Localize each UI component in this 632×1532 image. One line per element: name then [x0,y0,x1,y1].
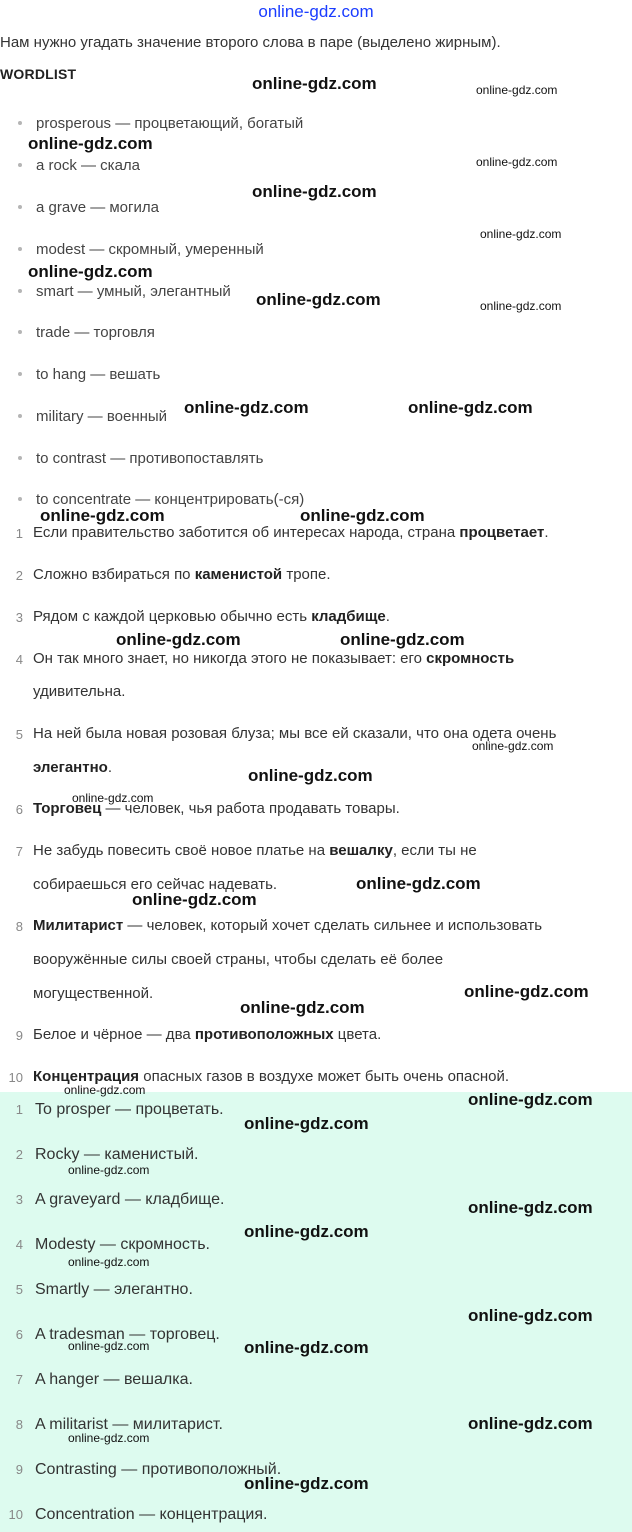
answer-text: Smartly — элегантно. [35,1281,193,1298]
watermark: online-gdz.com [244,1114,369,1133]
wordlist-item-text: to concentrate — концентрировать(-ся) [36,491,305,508]
watermark: online-gdz.com [72,791,154,805]
wordlist-item-text: modest — скромный, умеренный [36,241,264,258]
site-title[interactable]: online-gdz.com [258,2,374,21]
sentence-text [33,985,153,1002]
watermark: online-gdz.com [252,74,377,93]
watermark: online-gdz.com [64,1083,146,1097]
watermark: online-gdz.com [300,506,425,525]
sentence-number: 10 [8,1070,23,1085]
sentence-fragment: — человек, чья работа продавать товары. [101,800,400,817]
sentence-fragment: . [544,524,549,541]
bullet-icon [18,121,22,125]
highlighted-word: Торговец [33,800,102,817]
wordlist-item [18,283,231,300]
answer-number: 5 [15,1282,23,1297]
wordlist-item-text: to contrast — противопоставлять [36,450,264,467]
watermark: online-gdz.com [244,1222,369,1241]
sentence-text [33,759,112,776]
watermark: online-gdz.com [28,134,153,153]
highlighted-word: Концентрация [33,1068,140,1085]
watermark: online-gdz.com [244,1338,369,1357]
bullet-icon [18,247,22,251]
highlighted-word: каменистой [194,566,283,583]
sentence-fragment: Рядом с каждой церковью обычно есть [33,608,312,625]
watermark: online-gdz.com [184,398,309,417]
task-intro: Нам нужно угадать значение второго слова в паре (выделено жирным). [0,34,501,51]
wordlist-item [18,115,303,132]
sentence-fragment: . [385,608,390,625]
answer-number: 10 [8,1507,23,1522]
watermark: online-gdz.com [476,83,558,97]
highlighted-word: скромность [426,650,515,667]
answer-number: 1 [15,1102,23,1117]
answer-text: To prosper — процветать. [35,1101,224,1118]
watermark: online-gdz.com [248,766,373,785]
watermark: online-gdz.com [468,1414,593,1433]
sentence-fragment: удивительна. [33,683,126,700]
answer-text: Rocky — каменистый. [35,1146,199,1163]
sentence-number: 7 [15,844,23,859]
sentence-number: 8 [15,919,23,934]
sentence-fragment: собираешься его сейчас надевать. [33,876,278,893]
sentence-number: 1 [15,526,23,541]
highlighted-word: противоположных [194,1026,334,1043]
sentence-fragment: , если ты не [392,842,477,859]
answer-number: 7 [15,1372,23,1387]
watermark: online-gdz.com [116,630,241,649]
wordlist-item-text: military — военный [36,408,168,425]
watermark: online-gdz.com [468,1198,593,1217]
bullet-icon [18,414,22,418]
highlighted-word: элегантно [33,759,108,776]
watermark: online-gdz.com [68,1163,150,1177]
sentence-fragment: цвета. [333,1026,382,1043]
sentence-text [33,683,125,700]
watermark: online-gdz.com [480,227,562,241]
watermark: online-gdz.com [256,290,381,309]
answer-text: A tradesman — торговец. [35,1326,220,1343]
watermark: online-gdz.com [480,299,562,313]
sentence-fragment: На ней была новая розовая блуза; мы все ей сказали, что она одета очень [33,725,557,742]
answer-number: 4 [15,1237,23,1252]
sentence-text [33,608,390,625]
bullet-icon [18,497,22,501]
sentence-fragment: могущественной. [33,985,154,1002]
wordlist-item-text: a grave — могила [36,199,159,216]
sentence-fragment: Сложно взбираться по [33,566,195,583]
wordlist-item [18,366,160,383]
wordlist-item [18,241,264,258]
sentence-fragment: Если правительство заботится об интересах народа, страна [33,524,460,541]
watermark: online-gdz.com [340,630,465,649]
watermark: online-gdz.com [68,1339,150,1353]
watermark: online-gdz.com [468,1306,593,1325]
watermark: online-gdz.com [244,1474,369,1493]
watermark: online-gdz.com [28,262,153,281]
answer-number: 9 [15,1462,23,1477]
sentence-fragment: Он так много знает, но никогда этого не показывает: его [33,650,427,667]
wordlist-item [18,450,263,467]
highlighted-word: Милитарист [33,917,124,934]
bullet-icon [18,456,22,460]
wordlist-item-text: trade — торговля [36,324,155,341]
watermark: online-gdz.com [464,982,589,1001]
answer-number: 6 [15,1327,23,1342]
sentence-fragment: . [107,759,112,776]
answer-number: 2 [15,1147,23,1162]
watermark: online-gdz.com [472,739,554,753]
bullet-icon [18,330,22,334]
bullet-icon [18,205,22,209]
watermark: online-gdz.com [40,506,165,525]
sentence-number: 6 [15,802,23,817]
sentence-text [33,951,443,968]
sentence-fragment: тропе. [282,566,331,583]
highlighted-word: процветает [459,524,545,541]
watermark: online-gdz.com [356,874,481,893]
sentence-number: 2 [15,568,23,583]
bullet-icon [18,163,22,167]
watermark: online-gdz.com [252,182,377,201]
answer-text: Contrasting — противоположный. [35,1461,282,1478]
watermark: online-gdz.com [68,1431,150,1445]
answer-text: A graveyard — кладбище. [35,1191,225,1208]
sentence-fragment: опасных газов в воздухе может быть очень опасной. [139,1068,510,1085]
bullet-icon [18,372,22,376]
answer-text: A militarist — милитарист. [35,1416,223,1433]
bullet-icon [18,289,22,293]
watermark: online-gdz.com [408,398,533,417]
sentence-number: 5 [15,727,23,742]
wordlist-item-text: to hang — вешать [36,366,161,383]
sentence-text [33,566,331,583]
sentence-fragment: Не забудь повесить своё новое платье на [33,842,330,859]
sentence-text [33,842,477,859]
watermark: online-gdz.com [476,155,558,169]
watermark: online-gdz.com [68,1255,150,1269]
watermark: online-gdz.com [240,998,365,1017]
sentence-fragment: вооружённые силы своей страны, чтобы сделать её более [33,951,444,968]
sentence-text [33,917,542,934]
wordlist-item [18,408,167,425]
wordlist-item-text: a rock — скала [36,157,141,174]
watermark: online-gdz.com [132,890,257,909]
highlighted-word: вешалку [329,842,393,859]
answer-text: Modesty — скромность. [35,1236,210,1253]
watermark: online-gdz.com [468,1090,593,1109]
answer-text: Concentration — концентрация. [35,1506,268,1523]
sentence-text [33,650,514,667]
wordlist-item [18,199,159,216]
sentence-fragment: Белое и чёрное — два [33,1026,195,1043]
sentence-number: 9 [15,1028,23,1043]
answer-number: 8 [15,1417,23,1432]
wordlist-item [18,324,155,341]
highlighted-word: кладбище [311,608,386,625]
wordlist-item-text: smart — умный, элегантный [36,283,231,300]
sentence-text [33,1026,381,1043]
sentence-text [33,524,549,541]
sentence-number: 4 [15,652,23,667]
answer-text: A hanger — вешалка. [35,1371,193,1388]
sentence-number: 3 [15,610,23,625]
wordlist-item [18,157,140,174]
answer-number: 3 [15,1192,23,1207]
wordlist-item-text: prosperous — процветающий, богатый [36,115,304,132]
sentence-fragment: — человек, который хочет сделать сильнее и использовать [123,917,543,934]
wordlist-title: WORDLIST [0,66,77,82]
